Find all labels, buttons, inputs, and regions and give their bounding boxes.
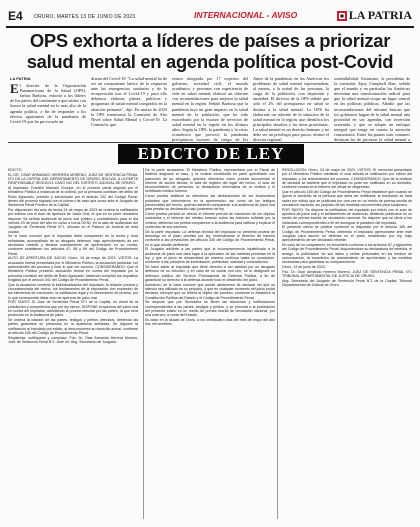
edict-paragraph: De la parte acusadora: El Ministerio Público, representado por el Fiscal de Materia asignado al caso, y la víctima constituida en parte querellante con patrocinio de su abogado, quienes ofrecieron como prueba documental el informe de acción directa, el acta de registro del lugar del hecho, el acta de reconocimiento de personas, la declaración informativa de la víctima y el certificado médico forense. (145, 168, 275, 194)
article-headline: OPS exhorta a líderes de países a priorizar salud mental en agenda política post-Covid (26, 30, 394, 72)
edict-paragraph: Como prueba pericial se ofreció el informe pericial de valoración de los objetos sustraídos y el informe del médico forense sobre las lesiones sufridas por la víctima, debiendo los peritos comparecer a la audiencia para ratificar y explicar el contenido de sus informes. (145, 211, 275, 229)
edict-paragraph: De la parte imputada: La defensa técnica del imputado no presentó prueba de descargo en el plazo previsto por ley, reservándose el derecho de hacerlo conforme a las previsiones del artículo 340 del Código de Procedimiento Penal, en lo que resulte pertinente. (145, 229, 275, 247)
section-divider (8, 142, 412, 143)
edict-paragraph: El presente edicto se publica conforme lo dispuesto por el artículo 165 del Código de Procedimiento Penal, debiendo el imputado apersonarse ante este Juzgado para asumir su defensa en el plazo establecido por ley, bajo apercibimiento de ser declarado rebelde. (282, 225, 412, 243)
edict-paragraph: Que el artículo 165 del Código de Procedimiento Penal establece que cuando se ignore el domicilio de la persona que deba ser notificada, la resolución se hará saber por edicto que se publicará por una vez en un medio de prensa escrita de circulación nacional, sin perjuicio de las medidas convenientes para localizarlo. (282, 189, 412, 207)
edict-paragraph: Por disposición del auto de fecha 24 de mayo de 2023 se ordena la notificación por edictos con el Auto de Apertura de Juicio Oral, el que en su parte resolutiva dispone: Se señala audiencia de juicio oral público y contradictorio para el día viernes 23 de junio del año en curso a horas 09:30, en la sala de audiencias del Juzgado de Sentencia Penal N°1, ubicado en el Palacio de Justicia de esta ciudad. (8, 208, 138, 234)
edict-paragraph: EDICTO (8, 168, 22, 172)
edict-banner: EDICTO DE LEY (118, 144, 304, 164)
edict-body (8, 168, 412, 519)
section-label: INTERNACIONAL - AVISO (194, 10, 298, 20)
edict-paragraph: El Juzgado advierte a las partes que la incomparecencia injustificada a la audiencia de juicio oral dará lugar a la aplicación de las medidas previstas en la ley, y que el juicio se desarrollará de manera continua hasta su conclusión, conforme a los principios de inmediación, publicidad, oralidad y contradicción. (145, 247, 275, 265)
edict-paragraph: EL DR. OSAR ARMANDO HERRERA MORENO, JUEZ DE SENTENCIA PENAL N°1 DE LA CAPITAL DEL DEPARTAMENTO DE ORURO, BOLIVIA, A LA PARTE RESPONSABLE SEGÚN EL CASO NIC DEL DISTRITO JUDICIAL DE ORURO. (8, 172, 138, 186)
edict-paragraph: Se hace saber al imputado que tiene derecho a ser asistido por un abogado defensor de su elección, y en caso de no contar con uno, se le designará un defensor público del Servicio Plurinacional de Defensa Pública, a fin de garantizar su derecho a la defensa durante todo el desarrollo del juicio. (145, 265, 275, 282)
drop-cap: E (10, 81, 19, 97)
masthead-logo (337, 8, 412, 23)
edict-paragraph: AUTO DE APERTURA DE JUICIO: Oruro, 15 de mayo de 2023. VISTOS: La acusación formal presentada por el Ministerio Público, la acusación particular, los antecedentes del proceso y todo lo que ver convino. CONSIDERANDO: Que el Ministerio Público presentó acusación formal en contra del imputado por la presunta comisión del delito de Robo Agravado, habiendo cumplido los requisitos exigidos por el artículo 341 del Código de Procedimiento Penal. (8, 256, 138, 282)
edict-paragraph: Se dispone que por Secretaría se libren las citaciones y notificaciones correspondientes a las partes, testigos y peritos, y se proceda a la publicación del presente edicto en un medio de prensa escrita de circulación nacional, por una sola vez, a costa del Estado. (145, 300, 275, 318)
edict-paragraph: Asimismo, se le hace conocer que puede abstenerse de declarar sin que su silencio sea utilizado en su perjuicio, y que en cualquier momento del juicio podrá declarar, siempre que se refiera al objeto del proceso, conforme lo establece la Constitución Política del Estado y el Código de Procedimiento Penal. (145, 282, 275, 300)
edict-paragraph: Es dado en la ciudad de Oruro, a los veinticuatro días del mes de mayo del año dos mil veintitrés. (145, 318, 275, 327)
edict-paragraph: En caso de no comparecer, se procederá conforme a los artículos 87 y siguientes del Código de Procedimiento Penal, disponiéndose su declaratoria de rebeldía, el arraigo, la publicación de sus datos y señas personales en los medios de comunicación, la expedición de mandamiento de aprehensión y las medidas necesarias para garantizar su comparecencia. (282, 243, 412, 265)
article-byline: LA PATRIA (10, 76, 31, 81)
article-column-3 (172, 76, 248, 142)
article-body (10, 76, 410, 142)
edict-paragraph: Oruro, 13 de junio de 2023. (282, 265, 326, 270)
article-text-4: Antes de la pandemia, en las Américas los problemas de salud mental representaban, al menos, a la mitad de las personas, la carga de la población, con depresión y ansiedad. El director de la OPS señaló que sólo el 2% del presupuesto en salud se destina a la salud mental. La OPS ha elaborado un informe de la situación de la salud mental en la región, que identifica los principales desafíos y las áreas prioritarias. La salud mental es un derecho humano y no debe ser un privilegio para pocos, afirmó el director regional. (253, 76, 329, 142)
edict-paragraph: Que la acusación contiene la individualización del imputado, la relación precisa y circunstanciada del hecho, los fundamentos de la imputación con expresión de los elementos de convicción, la calificación legal y el ofrecimiento de prueba, por lo que corresponde dictar auto de apertura de juicio oral. (8, 282, 138, 300)
edict-paragraph: POR TANTO: El Juez de Sentencia Penal N°1 de la Capital, en virtud de la jurisdicción y competencia que por ley ejerce, DISPONE la apertura del juicio oral en contra del imputado, admitiendo la prueba ofrecida por las partes, la que será producida en la audiencia de juicio. (8, 300, 138, 318)
article-text-5: sostenibilidad. Asimismo, la presidenta de la comisión, Epsy Campbell Barr, señaló que el mundo y en particular las Américas necesitan una transformación radical para que la salud mental ocupe un lugar central en las políticas públicas. Añadió que las recomendaciones del informe buscan que los gobiernos hagan de la salud mental una prioridad en sus agendas, con inversión sostenida, y que se adopte un enfoque integral que tenga en cuenta la atención comunitaria. (334, 76, 410, 138)
edict-paragraph: Al imputado: Franklin Mamani Choque, en el proceso penal seguido por el Ministerio Público a instancia de la víctima, por la presunta comisión del delito de Robo Agravado, previsto y sancionado por el artículo 332 del Código Penal, dentro del proceso signado con el número de caso que cursa ante el Juzgado de Sentencia Penal Primero de la Capital. (8, 186, 138, 208)
page-header (6, 8, 414, 28)
masthead-logo-text: LA PATRIA (348, 8, 412, 22)
article-text-3: estuvo integrada por 17 expertos del gobierno, sociedad civil, el mundo académico y personas con experiencia de vida en salud mental, elaboró un informe con recomendaciones para mejorar la salud mental en la región. Señaló Barbosa que la pandemia tuvo un gran impacto en la salud mental de la población, que ha sido exacerbado por la escasez de servicios de salud mental en la región en los últimos años. Según la OPS, la pandemia y la crisis económica que provocó la pandemia precipitaron factores de riesgo de los (172, 76, 248, 142)
article-column-1 (10, 76, 86, 142)
edict-paragraph: Se ordena la citación de las partes, testigos y peritos ofrecidos, debiendo las partes garantizar su presencia en la audiencia señalada. Se dispone la notificación al imputado por edicto, al desconocerse su domicilio actual, conforme al artículo 165 del Código de Procedimiento Penal. (8, 318, 138, 335)
issue-date: ORURO, MARTES 13 DE JUNIO DE 2023 (34, 14, 136, 20)
edict-paragraph: Se le hace conocer que el imputado debe comparecer en la fecha y hora señaladas, acompañado de su abogado defensor, bajo apercibimiento de ser declarado rebelde y librarse mandamiento de aprehensión en su contra, conforme establecen los artículos 87, 88 y 89 del Código de Procedimiento Penal. (8, 234, 138, 256)
edict-paragraph: Como prueba testifical se ofrecieron las declaraciones de los funcionarios policiales que intervinieron en la aprehensión, así como de los testigos presenciales del hecho, quienes deberán comparecer a la audiencia de juicio oral para prestar su declaración bajo juramento de ley. (145, 194, 275, 212)
edict-column-2 (145, 168, 275, 519)
edict-paragraph: Regístrese, notifíquese y cúmplase. Fdo. Dr. Osar Armando Herrera Moreno, Juez de Sentencia Penal N°1. Ante mí: Abg. Secretaria del Juzgado. (8, 335, 138, 345)
edict-column-1 (8, 168, 138, 519)
edict-column-3 (282, 168, 412, 519)
article-column-2 (91, 76, 167, 142)
article-column-4 (253, 76, 329, 142)
edict-paragraph: Fdo. Dr. Osar Armando Herrera Moreno, JUEZ DE SENTENCIA PENAL N°1 TRIBUNAL DEPARTAMENTAL DE JUSTICIA DE ORURO. (282, 269, 412, 279)
article-text-2: drama del Covid-19. "La salud mental ha de ser un componente básico de la respuesta ante las emergencias sanitarias y de la recuperación tras el Covid-19 y para ello debemos elaborar planes, políticas y programas de salud mental integrados en la atención primaria", dijo. En marzo de 2023 la OPS transformó la Comisión de Alto Nivel sobre Salud Mental y Covid-19. La Comisión, que (91, 76, 167, 127)
flag-logo-icon (337, 11, 347, 21)
edict-paragraph: POR TANTO: Se dispone la notificación del imputado por edicto con el auto de apertura de juicio oral y el señalamiento de audiencia, debiendo publicarse en un medio de prensa escrita de circulación nacional. Se dispone que se oficie a las instancias correspondientes a fin de averiguar el paradero del imputado. (282, 207, 412, 225)
article-text-1: l director de la Organización Panamericana de la Salud (OPS), Jarbas Barbosa, exhortó a los líderes de los países del continente a que sitúen con fuerza la salud mental en lo más alto de la agenda política, a fin de responder a los efectos agravantes de la pandemia de Covid-19 que ha provocado un (10, 83, 86, 124)
article-column-5 (334, 76, 410, 142)
page-number: E4 (8, 9, 23, 23)
edict-paragraph: Abg. Secretaria del Juzgado de Sentencia Penal N°1 de la Capital, Tribunal Departamental de Justicia de Oruro. (282, 278, 412, 288)
edict-paragraph: RESOLUCIÓN: Oruro, 24 de mayo de 2023. VISTOS: El memorial presentado por el Ministerio Público mediante el cual solicita la notificación por edicto del imputado, y los antecedentes del proceso. CONSIDERANDO: Que de la revisión de obrados se advierte que el imputado no pudo ser notificado en su domicilio, conforme consta en el informe del oficial de diligencias. (282, 168, 412, 190)
article-text-6: Entre las pautas más comunes destacan las de priorizar la salud mental a (334, 132, 410, 142)
